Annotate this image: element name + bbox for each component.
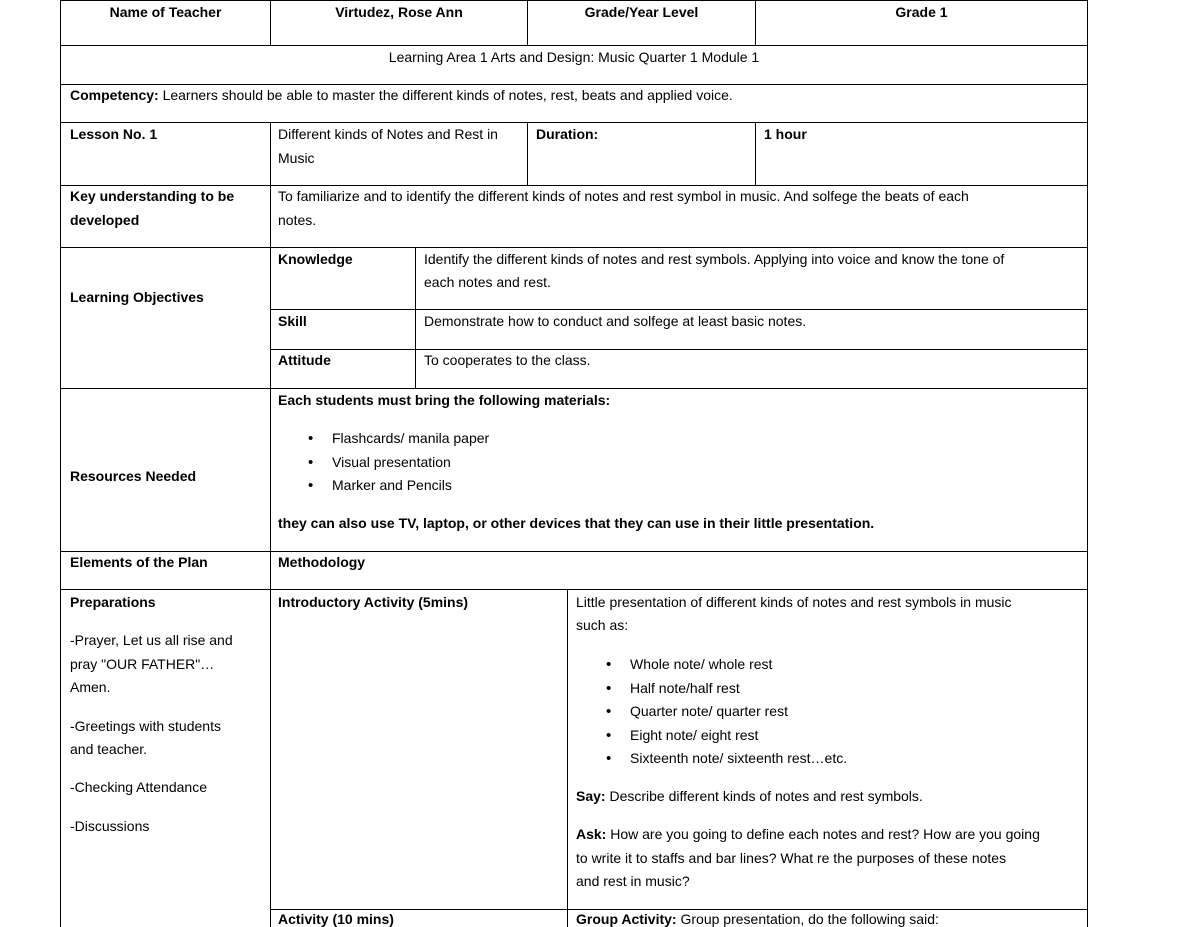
preparation-item: -Discussions [70, 818, 150, 834]
intro-activity-text: such as: [576, 617, 629, 633]
column-divider [270, 122, 271, 927]
ask-text: and rest in music? [576, 873, 690, 889]
preparation-item: and teacher. [70, 741, 148, 757]
intro-activity-label: Introductory Activity (5mins) [278, 594, 469, 610]
preparation-item: -Prayer, Let us all rise and [70, 632, 233, 648]
list-item: • Half note/half rest [576, 677, 847, 701]
grade-label: Grade/Year Level [584, 4, 699, 20]
ask-text: to write it to staffs and bar lines? What re the purposes of these notes [576, 850, 1007, 866]
resources-footer: they can also use TV, laptop, or other devices that they can use in their little presentation. [278, 515, 875, 531]
table-border-left [60, 0, 61, 927]
teacher-name: Virtudez, Rose Ann [335, 4, 463, 20]
row-divider [60, 551, 1088, 552]
ask-text: How are you going to define each notes and rest? How are you going [606, 826, 1040, 842]
preparations-label: Preparations [70, 594, 156, 610]
knowledge-text: Identify the different kinds of notes and rest symbols. Applying into voice and know the tone of [424, 251, 1005, 267]
preparation-item: Amen. [70, 679, 111, 695]
preparation-item: -Checking Attendance [70, 779, 207, 795]
group-activity-label: Group Activity: [576, 911, 677, 927]
knowledge-label: Knowledge [278, 251, 353, 267]
column-divider [567, 589, 568, 927]
attitude-text: To cooperates to the class. [424, 352, 591, 368]
row-divider [60, 589, 1088, 590]
column-divider [527, 122, 528, 185]
key-understanding-label: developed [70, 212, 140, 228]
intro-activity-text: Little presentation of different kinds of notes and rest symbols in music [576, 594, 1012, 610]
resources-heading: Each students must bring the following materials: [278, 392, 611, 408]
learning-objectives-label: Learning Objectives [70, 289, 204, 305]
group-activity-text: Group presentation, do the following said: [676, 911, 939, 927]
resources-list [278, 427, 489, 498]
list-item: • Flashcards/ manila paper [278, 427, 489, 451]
resources-label: Resources Needed [70, 468, 197, 484]
lesson-title-line: Different kinds of Notes and Rest in [278, 126, 498, 142]
lesson-title-line: Music [278, 150, 315, 166]
column-divider [755, 122, 756, 185]
ask-label: Ask: [576, 826, 607, 842]
learning-area: Learning Area 1 Arts and Design: Music Quarter 1 Module 1 [388, 49, 760, 65]
elements-label: Elements of the Plan [70, 554, 208, 570]
grade-value: Grade 1 [895, 4, 948, 20]
ask-prompt [576, 823, 1040, 847]
activity-label: Activity (10 mins) [278, 911, 394, 927]
list-item: • Whole note/ whole rest [576, 653, 847, 677]
competency-text: Learners should be able to master the different kinds of notes, rest, beats and applied voice. [158, 87, 733, 103]
column-divider [415, 247, 416, 388]
key-understanding-text: To familiarize and to identify the different kinds of notes and rest symbol in music. And solfege the beats of each [278, 188, 969, 204]
preparation-item: pray "OUR FATHER"… [70, 656, 215, 672]
say-prompt [576, 785, 923, 809]
methodology-label: Methodology [278, 554, 366, 570]
competency-label: Competency: [70, 87, 159, 103]
list-item: • Visual presentation [278, 451, 489, 475]
skill-text: Demonstrate how to conduct and solfege at least basic notes. [424, 313, 807, 329]
list-item: • Quarter note/ quarter rest [576, 700, 847, 724]
list-item: • Marker and Pencils [278, 474, 489, 498]
teacher-label: Name of Teacher [109, 4, 222, 20]
key-understanding-label: Key understanding to be [70, 188, 235, 204]
row-divider [270, 349, 1088, 350]
duration-label: Duration: [536, 126, 599, 142]
list-item: • Eight note/ eight rest [576, 724, 847, 748]
say-text: Describe different kinds of notes and rest symbols. [605, 788, 923, 804]
attitude-label: Attitude [278, 352, 331, 368]
list-item: • Sixteenth note/ sixteenth rest…etc. [576, 747, 847, 771]
skill-label: Skill [278, 313, 307, 329]
lesson-number: Lesson No. 1 [70, 126, 158, 142]
duration-value: 1 hour [764, 126, 807, 142]
group-activity [576, 908, 939, 927]
table-border-right [1087, 0, 1088, 927]
notes-list [576, 653, 847, 771]
preparation-item: -Greetings with students [70, 718, 221, 734]
key-understanding-text: notes. [278, 212, 317, 228]
knowledge-text: each notes and rest. [424, 274, 551, 290]
say-label: Say: [576, 788, 606, 804]
competency [70, 84, 733, 108]
